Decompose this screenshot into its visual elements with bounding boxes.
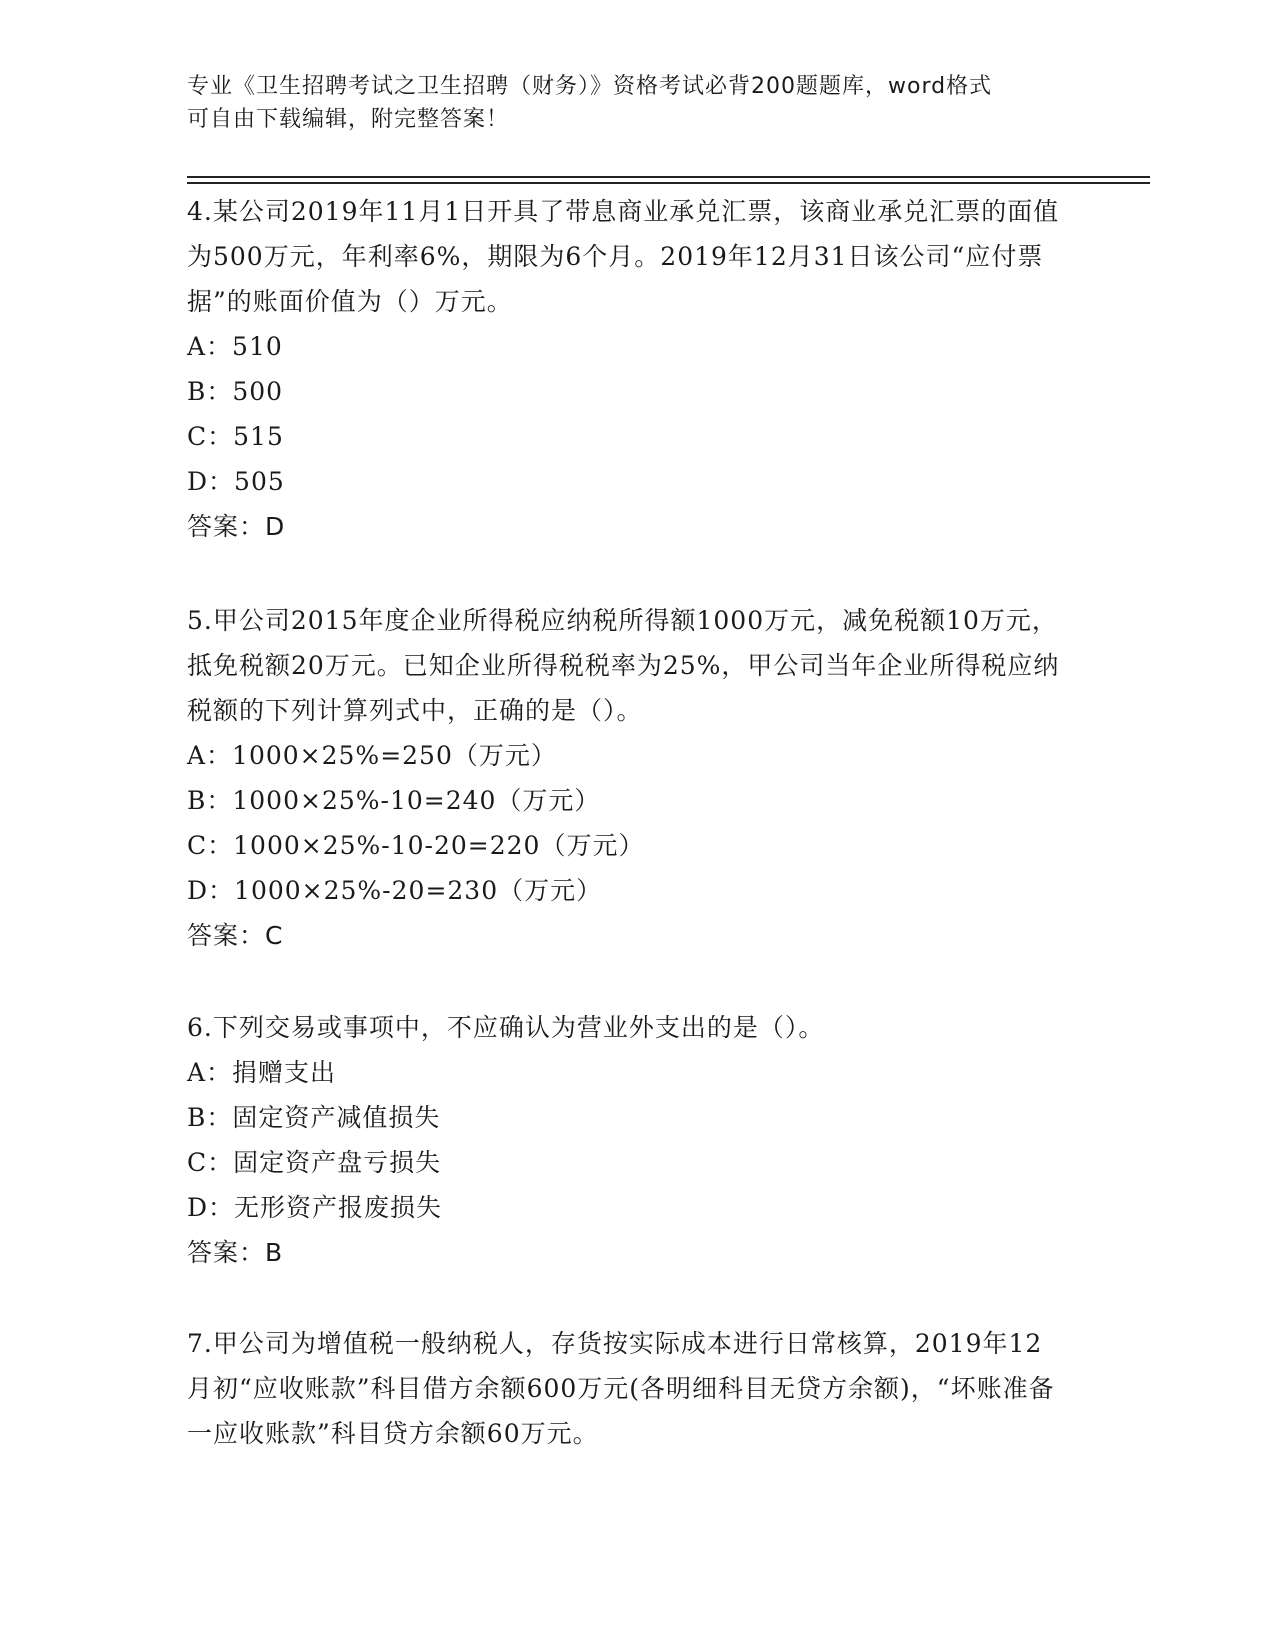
option-a: A：1000×25%=250（万元） [187, 741, 557, 770]
answer: 答案：B [187, 1238, 284, 1267]
question-stem: 6.下列交易或事项中，不应确认为营业外支出的是（）。 [187, 1013, 825, 1042]
header-divider-top [187, 176, 1150, 178]
document-header [187, 70, 1067, 136]
answer: 答案：C [187, 921, 284, 950]
question-stem: 5.甲公司2015年度企业所得税应纳税所得额1000万元，减免税额10万元，抵免税额20万元。已知企业所得税税率为25%，甲公司当年企业所得税应纳税额的下列计算列式中，正确的是（）。 [187, 606, 1060, 725]
question-7 [187, 1321, 1067, 1456]
option-b: B：500 [187, 377, 284, 406]
option-b: B：固定资产减值损失 [187, 1103, 441, 1132]
option-d: D：1000×25%-20=230（万元） [187, 876, 603, 905]
option-d: D：505 [187, 467, 285, 496]
option-c: C：515 [187, 422, 284, 451]
option-c: C：1000×25%-10-20=220（万元） [187, 831, 645, 860]
option-c: C：固定资产盘亏损失 [187, 1148, 442, 1177]
option-a: A：510 [187, 332, 283, 361]
option-b: B：1000×25%-10=240（万元） [187, 786, 601, 815]
question-stem: 4.某公司2019年11月1日开具了带息商业承兑汇票，该商业承兑汇票的面值为500万元，年利率6%，期限为6个月。2019年12月31日该公司“应付票据”的账面价值为（）万元。 [187, 197, 1060, 316]
question-5 [187, 598, 1067, 958]
header-line-1: 专业《卫生招聘考试之卫生招聘（财务）》资格考试必背200题题库，word格式 [187, 74, 993, 99]
option-d: D：无形资产报废损失 [187, 1193, 443, 1222]
question-6 [187, 1005, 1067, 1275]
header-divider-bottom [187, 182, 1150, 184]
option-a: A：捐赠支出 [187, 1058, 337, 1087]
answer: 答案：D [187, 512, 286, 541]
header-line-2: 可自由下载编辑，附完整答案！ [187, 107, 510, 132]
question-4 [187, 189, 1067, 549]
question-stem: 7.甲公司为增值税一般纳税人，存货按实际成本进行日常核算，2019年12月初“应收账款”科目借方余额600万元(各明细科目无贷方余额)，“坏账准备一应收账款”科目贷方余额60万元。 [187, 1329, 1055, 1448]
